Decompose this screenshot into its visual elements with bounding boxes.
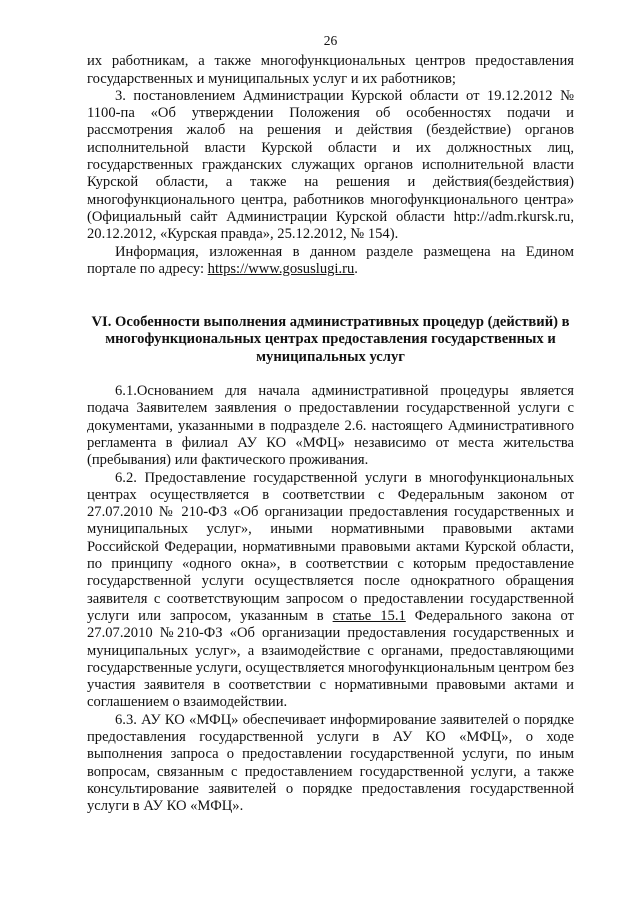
- paragraph-6-2: [87, 470, 574, 712]
- paragraph-6-1: 6.1.Основанием для начала административной процедуры является подача Заявителем заявления о предоставлении государственной услуги с документами, указанными в подразделе 2.6. настоящего Административного регламента в филиал АУ КО «МФЦ» независимо от места жительства (пребывания) или фактического проживания.: [87, 383, 574, 469]
- section-heading: VI. Особенности выполнения административных процедур (действий) в многофункциональных центрах предоставления государственных и муниципальных услуг: [91, 314, 570, 365]
- intro-continuation: их работникам, а также многофункциональных центров предоставления государственных и муниципальных услуг и их работников;: [87, 53, 574, 87]
- list-item-3: 3. постановлением Администрации Курской области от 19.12.2012 № 1100-па «Об утверждении Положения об особенностях подачи и рассмотрения жалоб на решения и действия (бездействие) органов исполнительной власти Курской области и их должностных лиц, государственных гражданских служащих органов исполнительной власти Курской области, а также на решения и действия(бездействия) многофункционального центра, работников многофункционального центра» (Официальный сайт Администрации Курской области http://adm.rkursk.ru, 20.12.2012, «Курская правда», 25.12.2012, № 154).: [87, 87, 574, 243]
- info-suffix: .: [354, 260, 358, 277]
- page-number: 26: [323, 33, 338, 48]
- info-text: Информация, изложенная в данном разделе размещена на Едином портале по адресу:: [87, 243, 574, 277]
- paragraph-6-2-text: 6.2. Предоставление государственной услуги в многофункциональных центрах осуществляется в соответствии с Федеральным законом от 27.07.2010 № 210-ФЗ «Об организации предоставления государственных и муниципальных услуг», иными нормативными правовыми актами Российской Федерации, нормативными правовыми актами Курской области, по принципу «одного окна», в соответствии с которым предоставление государственной услуги осуществляется после однократного обращения заявителя с соответствующим запросом о предоставлении государственной услуги или запросом, указанным в: [87, 469, 574, 624]
- paragraph-6-3: 6.3. АУ КО «МФЦ» обеспечивает информирование заявителей о порядке предоставления государственной услуги в АУ КО «МФЦ», о ходе выполнения запроса о предоставлении государственной услуги, по иным вопросам, связанным с предоставлением государственной услуги, а также консультирование заявителей о порядке предоставления государственной услуги в АУ КО «МФЦ».: [87, 711, 574, 815]
- info-paragraph: [87, 244, 574, 279]
- article-15-1-link[interactable]: статье 15.1: [332, 607, 406, 624]
- paragraph-6-2-continuation: Федерального закона от 27.07.2010 №210-ФЗ «Об организации предоставления государственных и муниципальных услуг», а взаимодействие с органами, предоставляющими государственные услуги, осуществляется многофункциональным центром без участия заявителя в соответствии с нормативными правовыми актами и соглашением о взаимодействии.: [87, 607, 574, 711]
- spacer: [87, 278, 574, 314]
- gosuslugi-link[interactable]: https://www.gosuslugi.ru: [207, 260, 355, 277]
